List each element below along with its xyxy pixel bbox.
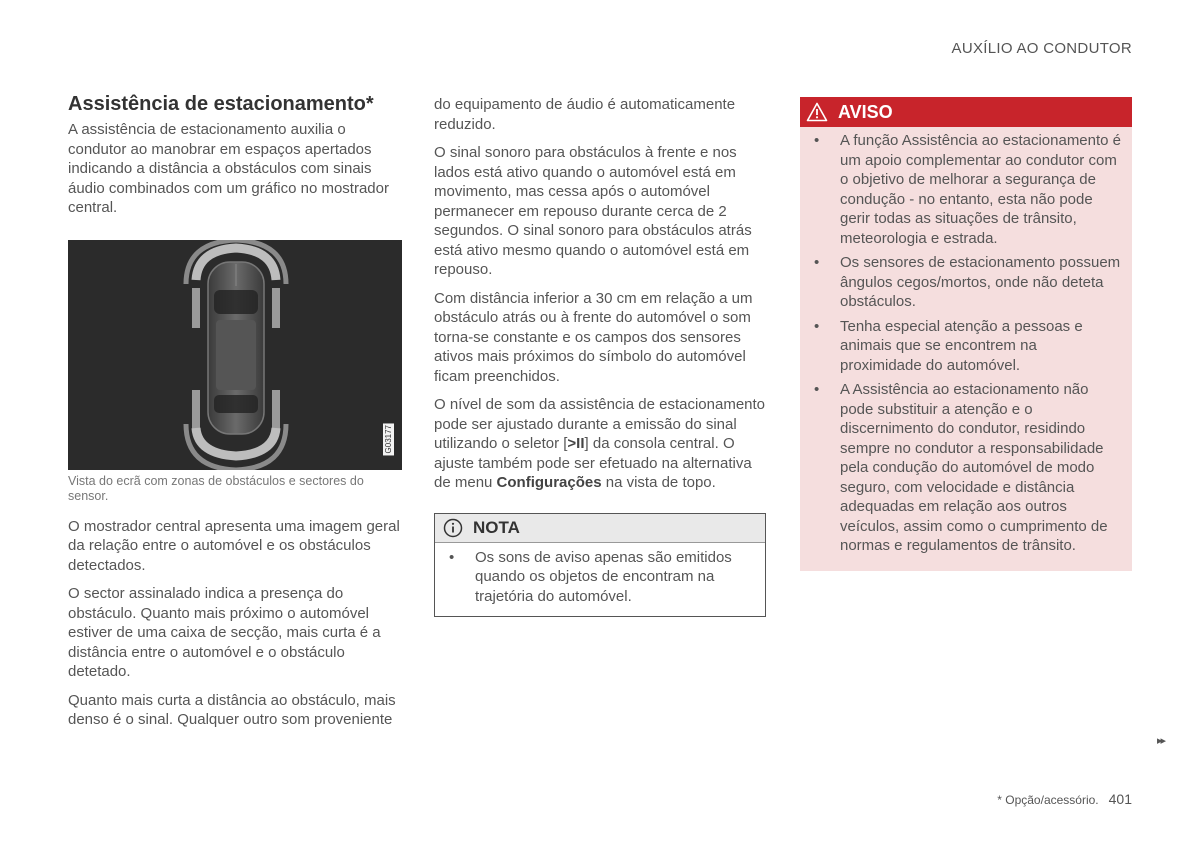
intro-paragraph: A assistência de estacionamento auxilia o condutor ao manobrar em espaços apertados indicando a distância a obstáculos com sinais áudio combinados com um gráfico no mostrador central. <box>68 121 389 216</box>
list-item-text: A função Assistência ao estacionamento é um apoio complementar ao condutor com o objetivo de melhorar a segurança de condução - no entanto, esta não pode gerir todas as situações de trânsito, meteorologia e estrada. <box>840 132 1122 247</box>
parking-display-figure <box>68 240 402 470</box>
menu-item-name: Configurações <box>496 474 602 491</box>
column-right <box>800 97 1132 571</box>
text-span: O nível de som da assistência de estacionamento pode ser ajustado durante a emissão do sinal utilizando o seletor [ <box>434 396 766 452</box>
paragraph: Com distância inferior a 30 cm em relação a um obstáculo atrás ou à frente do automóvel o som torna-se constante e os campos dos sensores ativos mais próximos do símbolo do automóvel ficam preenchidos. <box>434 289 753 385</box>
text-span: ] da consola central. O ajuste também pode ser efetuado na alternativa de menu <box>434 435 752 491</box>
note-header <box>435 514 765 543</box>
button-symbol: >II <box>567 435 585 452</box>
page-number: 401 <box>1108 791 1132 807</box>
double-chevron-right-icon: ▸▸ <box>1156 735 1164 747</box>
page-title: Assistência de estacionamento* <box>68 93 374 115</box>
list-item-text: Os sons de aviso apenas são emitidos quando os objetos de encontram na trajetória do automóvel. <box>475 548 732 605</box>
bullet-icon: • <box>814 132 820 149</box>
figure-caption: Vista do ecrã com zonas de obstáculos e sectores do sensor. <box>68 473 364 503</box>
note-list <box>435 548 765 607</box>
list-item-text: Tenha especial atenção a pessoas e animais que se encontrem na proximidade do automóvel. <box>840 317 1083 374</box>
warning-header <box>800 97 1132 127</box>
note-label: NOTA <box>473 517 520 537</box>
list-item <box>800 131 1132 248</box>
list-item <box>800 317 1132 376</box>
list-item <box>435 548 765 607</box>
bullet-icon: • <box>814 254 820 271</box>
text-span: na vista de topo. <box>601 474 716 491</box>
note-box <box>434 513 766 618</box>
bullet-icon: • <box>814 317 820 335</box>
list-item <box>800 380 1132 556</box>
list-item-text: Os sensores de estacionamento possuem ângulos cegos/mortos, onde não deteta obstáculos. <box>840 254 1121 310</box>
warning-triangle-icon <box>806 102 828 122</box>
warning-label: AVISO <box>838 101 893 122</box>
paragraph: do equipamento de áudio é automaticamente reduzido. <box>434 96 736 133</box>
bullet-icon: • <box>814 381 820 398</box>
column-left <box>68 93 402 739</box>
parking-display-illustration <box>68 240 402 470</box>
warning-list <box>800 131 1132 556</box>
page-footer <box>997 791 1132 807</box>
paragraph: O sector assinalado indica a presença do obstáculo. Quanto mais próximo o automóvel estiver de uma caixa de secção, mais curta é a distância entre o automóvel e o obstáculo detetado. <box>68 585 381 680</box>
info-circle-icon <box>443 518 463 538</box>
footnote-text: * Opção/acessório. <box>997 793 1099 807</box>
paragraph: Quanto mais curta a distância ao obstáculo, mais denso é o sinal. Qualquer outro som proveniente <box>68 691 396 728</box>
list-item-text: A Assistência ao estacionamento não pode substituir a atenção e o discernimento do condutor, residindo sempre no condutor a responsabilidade pela condução do automóvel de modo seguro, com velocidade e distância adequadas em relação aos outros veículos, assim como o cumprimento de normas e regulamentos de trânsito. <box>840 381 1108 554</box>
warning-box <box>800 97 1132 571</box>
column-middle <box>434 95 766 617</box>
section-header: AUXÍLIO AO CONDUTOR <box>951 40 1132 57</box>
figure-code: G03177 <box>384 425 393 454</box>
paragraph: O sinal sonoro para obstáculos à frente e nos lados está ativo quando o automóvel está em movimento, mas cessa após o automóvel permanecer em repouso durante cerca de 2 segundos. O sinal sonoro para obstáculos atrás está ativo mesmo quando o automóvel está em repouso. <box>434 144 752 278</box>
paragraph <box>434 395 766 493</box>
bullet-icon: • <box>449 548 455 566</box>
paragraph: O mostrador central apresenta uma imagem geral da relação entre o automóvel e os obstáculos detectados. <box>68 517 400 574</box>
list-item <box>800 253 1132 312</box>
